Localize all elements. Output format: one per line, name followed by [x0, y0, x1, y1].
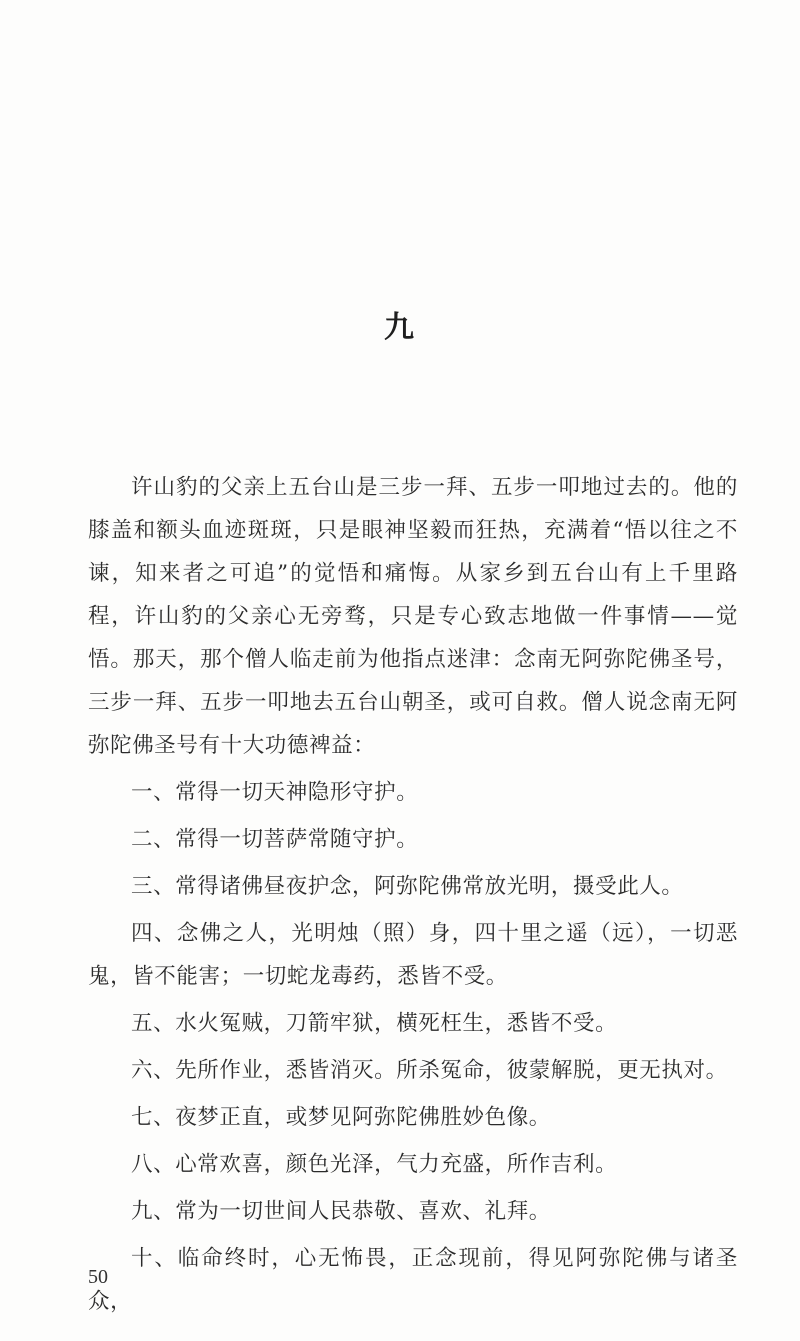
merit-item-9: 九、常为一切世间人民恭敬、喜欢、礼拜。: [131, 1199, 551, 1224]
merit-item-5: 五、水火冤贼，刀箭牢狱，横死枉生，悉皆不受。: [131, 1011, 618, 1036]
chapter-title: 九: [384, 310, 416, 345]
merit-item-8: 八、心常欢喜，颜色光泽，气力充盛，所作吉利。: [131, 1152, 618, 1177]
merit-item-3: 三、常得诸佛昼夜护念，阿弥陀佛常放光明，摄受此人。: [131, 874, 684, 899]
merit-item-6: 六、先所作业，悉皆消灭。所杀冤命，彼蒙解脱，更无执对。: [131, 1058, 728, 1083]
page-number: 50: [88, 1266, 108, 1288]
body-text: [88, 466, 738, 1323]
merit-item-10: 十、临命终时，心无怖畏，正念现前，得见阿弥陀佛与诸圣众，: [88, 1246, 738, 1314]
merit-item-7: 七、夜梦正直，或梦见阿弥陀佛胜妙色像。: [131, 1105, 551, 1130]
merit-item-1: 一、常得一切天神隐形守护。: [131, 780, 419, 805]
intro-paragraph: 许山豹的父亲上五台山是三步一拜、五步一叩地过去的。他的膝盖和额头血迹斑斑，只是眼神坚毅而狂热，充满着“悟以往之不谏，知来者之可追”的觉悟和痛悔。从家乡到五台山有上千里路程，许山豹的父亲心无旁骛，只是专心致志地做一件事情——觉悟。那天，那个僧人临走前为他指点迷津：念南无阿弥陀佛圣号，三步一拜、五步一叩地去五台山朝圣，或可自救。僧人说念南无阿弥陀佛圣号有十大功德裨益：: [88, 475, 738, 758]
merit-item-2: 二、常得一切菩萨常随守护。: [131, 827, 419, 852]
merit-item-4: 四、念佛之人，光明烛（照）身，四十里之遥（远），一切恶鬼，皆不能害；一切蛇龙毒药，悉皆不受。: [88, 921, 738, 989]
